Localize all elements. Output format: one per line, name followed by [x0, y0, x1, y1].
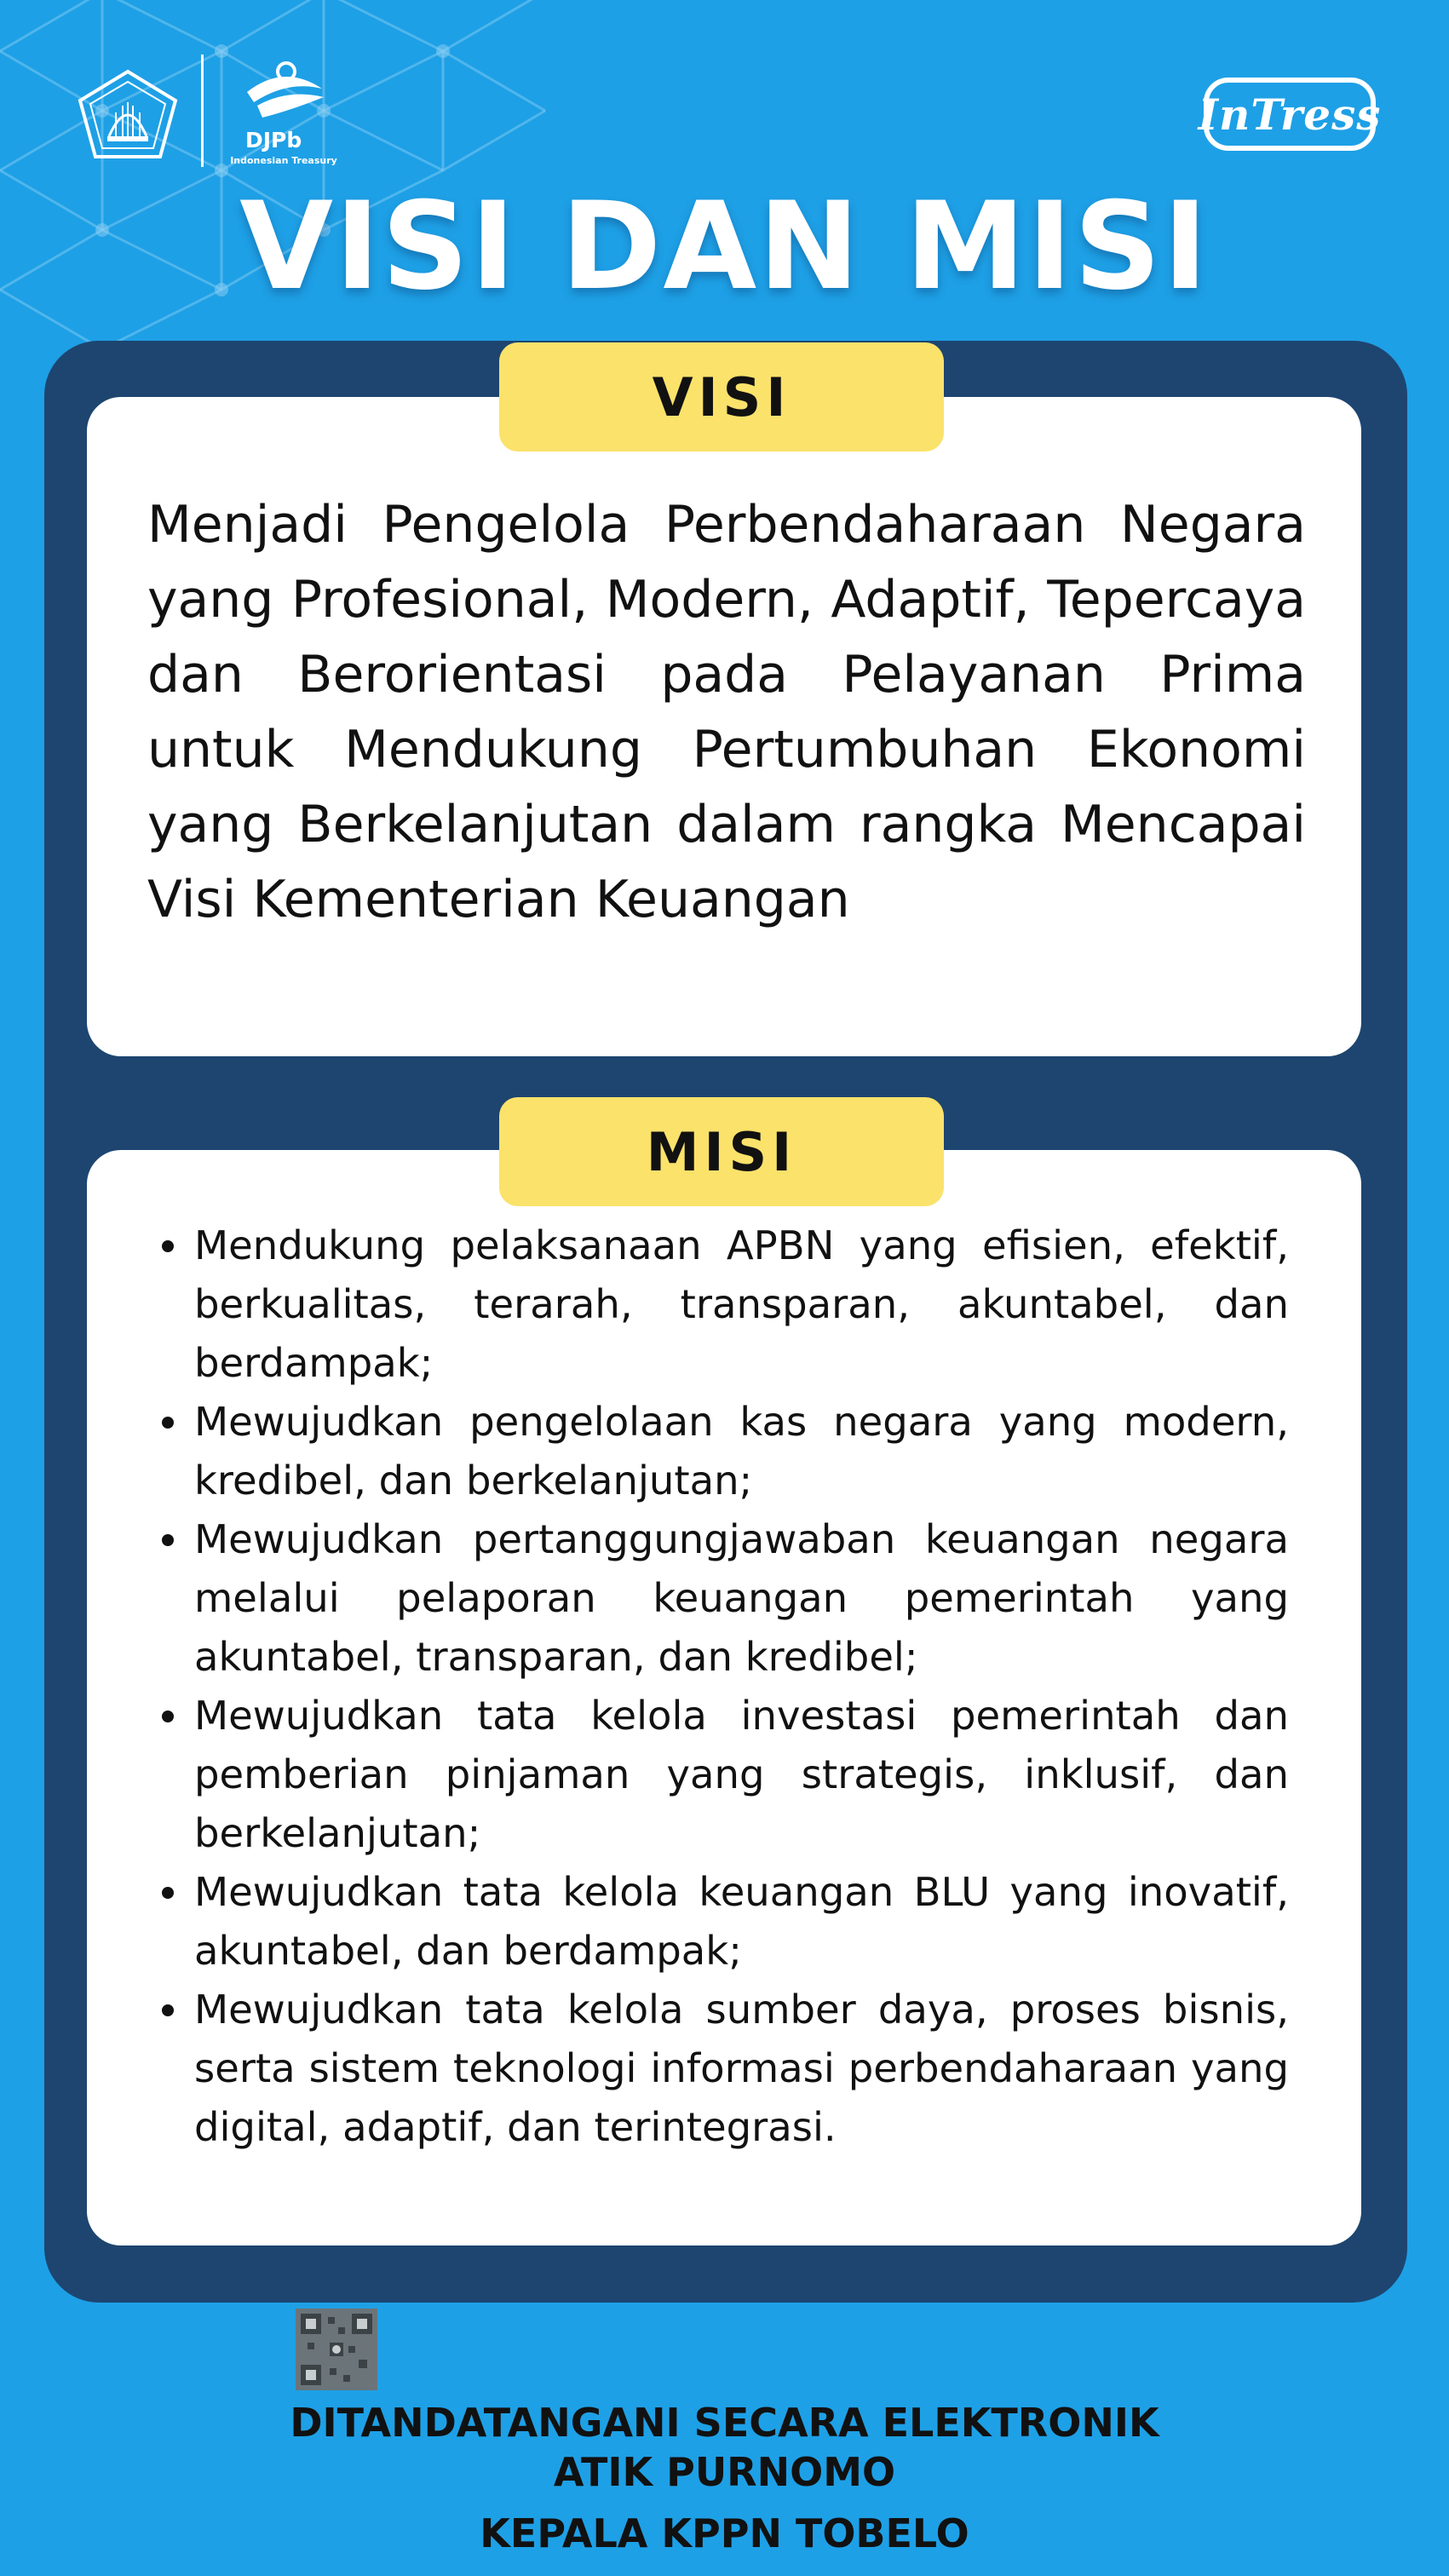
bullet-icon: [162, 1887, 174, 1899]
misi-item: [194, 1510, 1289, 1687]
bullet-icon: [162, 1417, 174, 1429]
kemenkeu-emblem-icon: [75, 68, 181, 162]
bullet-icon: [162, 2004, 174, 2016]
page-title: VISI DAN MISI: [239, 176, 1210, 317]
kemenkeu-logo: [75, 68, 181, 162]
visi-statement: Menjadi Pengelola Perbendaharaan Negara yang Profesional, Modern, Adaptif, Tepercaya dan Berorientasi pada Pelayanan Prima untuk Mendukung Pertumbuhan Ekonomi yang Berkelanjutan dalam rangka Mencapai Visi Kementerian Keuangan: [147, 495, 1306, 929]
qr-code-icon: [296, 2309, 377, 2390]
misi-item: [194, 1216, 1289, 1393]
misi-label: MISI: [499, 1097, 944, 1206]
qr-code: [296, 2309, 377, 2390]
signature-status: DITANDATANGANI SECARA ELEKTRONIK: [290, 2400, 1159, 2446]
misi-item-text: Mewujudkan pengelolaan kas negara yang modern, kredibel, dan berkelanjutan;: [194, 1399, 1289, 1504]
misi-item-text: Mewujudkan tata kelola investasi pemerintah dan pemberian pinjaman yang strategis, inklusif, dan berkelanjutan;: [194, 1693, 1289, 1856]
signer-name: ATIK PURNOMO: [553, 2449, 896, 2495]
misi-item: [194, 1393, 1289, 1510]
misi-item: [194, 1981, 1289, 2157]
misi-item-text: Mewujudkan pertanggungjawaban keuangan negara melalui pelaporan keuangan pemerintah yang akuntabel, transparan, dan kredibel;: [194, 1516, 1289, 1680]
misi-list: [194, 1216, 1289, 2157]
intress-logo-text: InTress: [1198, 89, 1382, 140]
bullet-icon: [162, 1534, 174, 1546]
misi-item: [194, 1863, 1289, 1981]
misi-item-text: Mendukung pelaksanaan APBN yang efisien, efektif, berkualitas, terarah, transparan, akuntabel, dan berdampak;: [194, 1222, 1289, 1386]
misi-item-text: Mewujudkan tata kelola keuangan BLU yang inovatif, akuntabel, dan berdampak;: [194, 1869, 1289, 1974]
logo-divider: [201, 55, 204, 167]
djpb-logo: [228, 55, 339, 170]
djpb-logo-icon: [228, 55, 339, 126]
bullet-icon: [162, 1711, 174, 1722]
djpb-logo-tagline: Indonesian Treasury: [230, 155, 337, 166]
misi-item-text: Mewujudkan tata kelola sumber daya, proses bisnis, serta sistem teknologi informasi perbendaharaan yang digital, adaptif, dan terintegrasi.: [194, 1987, 1289, 2150]
visi-label: VISI: [499, 342, 944, 451]
misi-item: [194, 1687, 1289, 1863]
djpb-logo-name: DJPb: [245, 128, 302, 152]
bullet-icon: [162, 1240, 174, 1252]
intress-logo: [1198, 75, 1382, 153]
signer-position: KEPALA KPPN TOBELO: [480, 2510, 969, 2556]
